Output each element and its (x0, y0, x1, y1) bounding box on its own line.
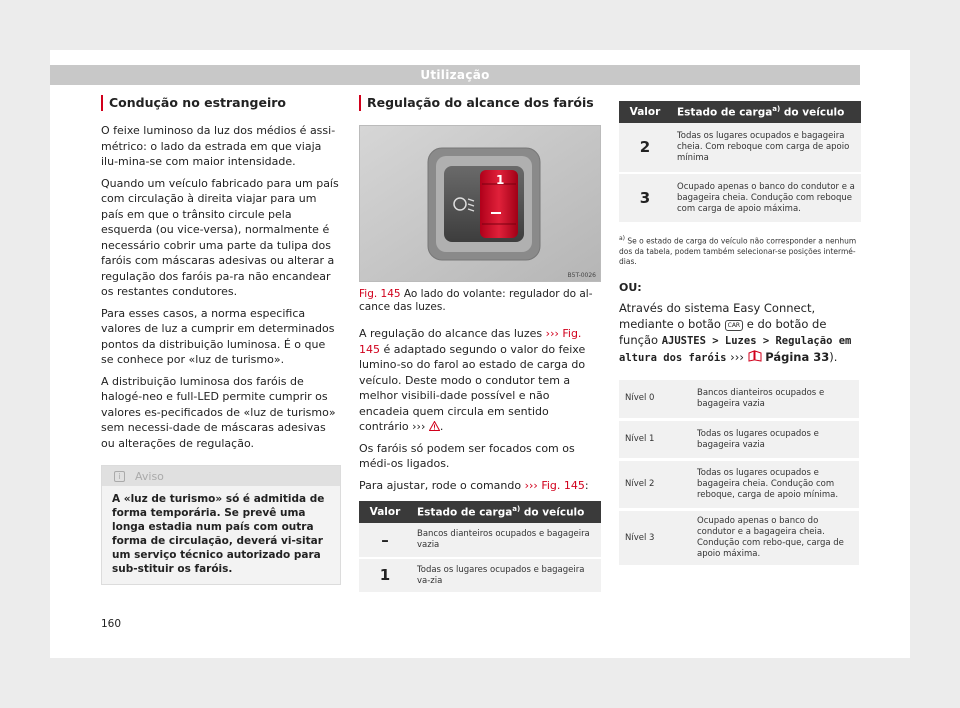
footnote (619, 234, 861, 267)
page-number: 160 (101, 618, 122, 630)
level-text: Todas os lugares ocupados e bagageira vazia (691, 420, 859, 460)
level-label: Nível 0 (619, 380, 691, 420)
load-table-part1 (359, 501, 601, 594)
text: é adaptado segundo o valor do feixe lumino-so do farol ao estado de carga do veículo. Deste modo o condutor tem a melhor visibili-dade possível e não encadeia quem circula em sentido contrário (359, 342, 586, 433)
notice-header (102, 466, 340, 486)
footnote-marker: a) (772, 105, 781, 114)
level-label: Nível 1 (619, 420, 691, 460)
column-right (619, 101, 861, 568)
table-row (619, 460, 859, 510)
footnote-marker: a) (512, 505, 521, 514)
headlight-regulator-illustration (360, 126, 601, 282)
or-label: OU: (619, 280, 642, 294)
row-text: Todas os lugares ocupados e bagageira va-zia (411, 558, 601, 593)
warning-icon (429, 421, 440, 431)
level-text: Ocupado apenas o banco do condutor e a bagageira cheia. Condução com rebo-que, carga de apoio máxima. (691, 510, 859, 567)
car-button-icon: CAR (725, 320, 743, 331)
warning-link[interactable]: ››› (412, 420, 426, 433)
header-state-text: Estado de carga (417, 506, 513, 519)
header-value: Valor (359, 501, 411, 523)
load-table-part2 (619, 101, 861, 224)
table-row (619, 380, 859, 420)
level-label: Nível 3 (619, 510, 691, 567)
table-header-row (619, 101, 861, 123)
header-state-tail: do veículo (780, 106, 845, 119)
notice-box (101, 465, 341, 585)
table-row (619, 173, 861, 223)
info-icon: i (114, 471, 125, 482)
row-value: 1 (359, 558, 411, 593)
figure-caption (359, 288, 601, 314)
row-text: Bancos dianteiros ocupados e bagageira vazia (411, 523, 601, 558)
page-link-arrow[interactable]: ››› (730, 349, 744, 364)
paragraph: Quando um veículo fabricado para um país com circulação à direita viajar para um país em que o trânsito circule pela esquerda (ou vice-versa), normalmente é necessário cobrir uma parte da tulipa dos faróis com máscaras adesivas ou alterar a regulação dos faróis pa-ra não encandear os restantes condutores. (101, 176, 339, 298)
header-state (671, 101, 861, 123)
row-text: Ocupado apenas o banco do condutor e a bagageira cheia. Condução com reboque com carga de apoio máxima. (671, 173, 861, 223)
header-state-tail: do veículo (520, 506, 585, 519)
menu-path: AJUSTES > Luzes > Regulação em altura dos faróis (619, 334, 852, 364)
level-text: Todas os lugares ocupados e bagageira cheia. Condução com reboque, carga de apoio mínima. (691, 460, 859, 510)
figure-link[interactable]: ››› Fig. 145 (359, 327, 582, 356)
column-middle (359, 95, 601, 594)
text: Para ajustar, rode o comando (359, 478, 522, 492)
paragraph: A distribuição luminosa dos faróis de halogé-neo e full-LED permite cumprir os valores es-pecificados de «luz de turismo» sem necessi-dade de máscaras adesivas ou alterações de regulação. (101, 374, 336, 450)
paragraph: O feixe luminoso da luz dos médios é assi-métrico: o lado da estrada em que viaja ilu-mina-se com maior intensidade. (101, 124, 336, 168)
row-value: 2 (619, 123, 671, 173)
text: A regulação do alcance das luzes (359, 327, 543, 340)
row-value: – (359, 523, 411, 558)
table-row (619, 123, 861, 173)
footnote-marker: a) (619, 235, 626, 242)
page-reference[interactable]: Página 33 (765, 349, 830, 364)
paragraph-easy-connect: Através do sistema Easy Connect, mediante o botão CAR e do botão de função AJUSTES > Luzes > Regulação em altura dos faróis ››› Página 33). (619, 300, 852, 364)
column-left (101, 95, 341, 585)
text: Através do sistema Easy Connect, mediante o botão (619, 300, 816, 331)
paragraph: Para ajustar, rode o comando ››› Fig. 145: (359, 478, 589, 492)
caption-text: Ao lado do volante: regulador do al-cance das luzes. (359, 288, 593, 313)
svg-text:1: 1 (496, 173, 505, 187)
level-table (619, 380, 859, 569)
section-title-headlight-range: Regulação do alcance dos faróis (359, 95, 601, 111)
footnote-text: Se o estado de carga do veículo não corresponder a nenhum dos da tabela, podem também selecionar-se posições intermé-dias. (619, 236, 857, 266)
notice-label: Aviso (135, 469, 164, 483)
table-row (619, 510, 859, 567)
figure-ref: Fig. 145 (359, 288, 401, 300)
header-state (411, 501, 601, 523)
paragraph: Os faróis só podem ser focados com os médi-os ligados. (359, 441, 575, 470)
figure-link[interactable]: ››› Fig. 145 (524, 478, 585, 492)
section-header: Utilização (50, 65, 860, 85)
level-text: Bancos dianteiros ocupados e bagageira vazia (691, 380, 859, 420)
figure-headlight-regulator (359, 125, 601, 282)
table-row (359, 558, 601, 593)
table-header-row (359, 501, 601, 523)
paragraph: Para esses casos, a norma especifica valores de luz a cumprir em determinados pontos da distribuição luminosa. É o que se conhece por «luz de turismo». (101, 306, 335, 366)
section-title-foreign-driving: Condução no estrangeiro (101, 95, 341, 111)
book-reference-icon (748, 350, 762, 362)
notice-text: A «luz de turismo» só é admitida de forma temporária. Se prevê uma longa estadia num país com outra forma de circulação, deverá vi-sitar um serviço técnico autorizado para sub-stituir os faróis. (112, 493, 325, 575)
figure-code: B5T-0026 (567, 272, 596, 279)
row-text: Todas os lugares ocupados e bagageira cheia. Com reboque com carga de apoio mínima (671, 123, 861, 173)
paragraph: A regulação do alcance das luzes ››› Fig. 145 é adaptado segundo o valor do feixe lumino-so do farol ao estado de carga do veículo. Deste modo o condutor tem a melhor visibili-dade possível e não encadeia quem circula em sentido contrário ››› . (359, 327, 586, 433)
row-value: 3 (619, 173, 671, 223)
level-label: Nível 2 (619, 460, 691, 510)
header-value: Valor (619, 101, 671, 123)
text: e do botão de função (619, 316, 827, 347)
table-row (359, 523, 601, 558)
header-state-text: Estado de carga (677, 106, 773, 119)
table-row (619, 420, 859, 460)
